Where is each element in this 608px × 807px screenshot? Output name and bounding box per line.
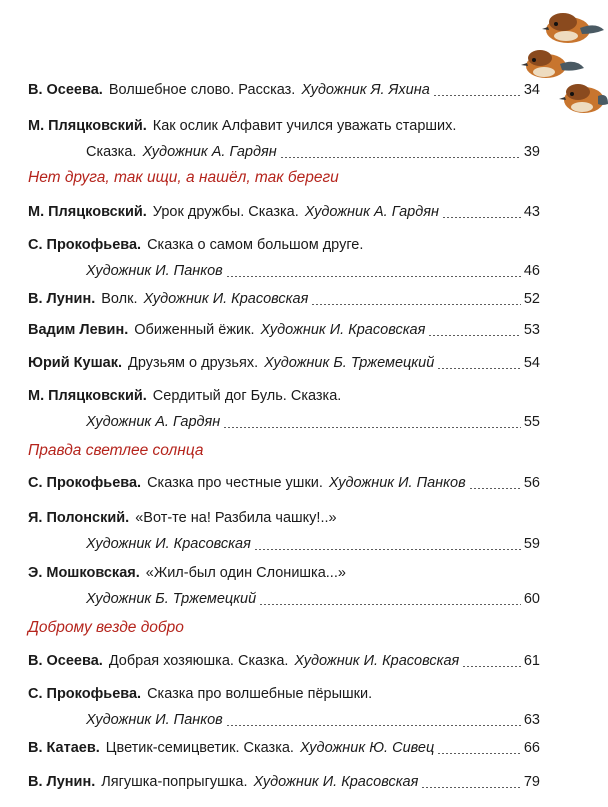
dot-leader bbox=[442, 217, 521, 218]
toc-artist: Художник И. Панков bbox=[86, 712, 223, 728]
toc-title: Как ослик Алфавит учился уважать старших. bbox=[152, 118, 457, 134]
dot-leader bbox=[462, 666, 521, 667]
section-heading: Правда светлее солнца bbox=[28, 442, 204, 459]
toc-page-number: 54 bbox=[523, 355, 540, 371]
toc-title: Лягушка-попрыгушка. bbox=[101, 774, 248, 790]
toc-entry[interactable] bbox=[28, 289, 540, 309]
toc-author: С. Прокофьева. bbox=[28, 475, 142, 491]
toc-page-number: 56 bbox=[523, 475, 540, 491]
toc-entry[interactable] bbox=[28, 116, 540, 162]
toc-artist: Художник Б. Тржемецкий bbox=[86, 591, 257, 607]
toc-author: В. Катаев. bbox=[28, 740, 100, 756]
toc-entry[interactable] bbox=[28, 684, 540, 730]
toc-page-number: 55 bbox=[523, 414, 540, 430]
dot-leader bbox=[437, 753, 521, 754]
dot-leader bbox=[428, 335, 521, 336]
toc-artist: Художник И. Панков bbox=[328, 475, 466, 491]
toc-artist: Художник И. Красовская bbox=[143, 291, 309, 307]
toc-author: Я. Полонский. bbox=[28, 510, 130, 526]
toc-artist: Художник И. Красовская bbox=[294, 653, 460, 669]
dot-leader bbox=[254, 549, 521, 550]
toc-page-number: 53 bbox=[523, 322, 540, 338]
toc-page-number: 63 bbox=[523, 712, 540, 728]
dot-leader bbox=[433, 95, 521, 96]
toc-artist: Художник И. Красовская bbox=[86, 536, 251, 552]
toc-artist: Художник А. Гардян bbox=[142, 144, 277, 160]
toc-title: Сказка о самом большом друге. bbox=[147, 237, 364, 253]
toc-entry[interactable] bbox=[28, 80, 540, 100]
toc-author: М. Пляцковский. bbox=[28, 204, 147, 220]
dot-leader bbox=[226, 276, 521, 277]
toc-entry[interactable] bbox=[28, 508, 540, 554]
section-heading: Нет друга, так ищи, а нашёл, так береги bbox=[28, 169, 339, 186]
toc-author: М. Пляцковский. bbox=[28, 388, 147, 404]
toc-page-number: 66 bbox=[523, 740, 540, 756]
toc-entry[interactable] bbox=[28, 651, 540, 671]
toc-author: В. Лунин. bbox=[28, 291, 96, 307]
toc-page-number: 39 bbox=[523, 144, 540, 160]
toc-author: Юрий Кушак. bbox=[28, 355, 123, 371]
toc-entry[interactable] bbox=[28, 353, 540, 373]
toc-entry[interactable] bbox=[28, 473, 540, 493]
toc-artist: Художник И. Панков bbox=[86, 263, 223, 279]
toc-page-number: 59 bbox=[523, 536, 540, 552]
toc-artist: Художник И. Красовская bbox=[260, 322, 426, 338]
toc-title: «Вот-те на! Разбила чашку!..» bbox=[135, 510, 337, 526]
toc-title-continued: Сказка. bbox=[86, 144, 137, 160]
toc-page-number: 60 bbox=[523, 591, 540, 607]
toc-page-number: 79 bbox=[523, 774, 540, 790]
toc-title: «Жил-был один Слонишка...» bbox=[145, 565, 346, 581]
toc-title: Сказка про честные ушки. bbox=[147, 475, 323, 491]
toc-artist: Художник Ю. Сивец bbox=[299, 740, 435, 756]
dot-leader bbox=[437, 368, 521, 369]
dot-leader bbox=[469, 488, 521, 489]
dot-leader bbox=[311, 304, 521, 305]
toc-entry[interactable] bbox=[28, 738, 540, 758]
toc-title: Урок дружбы. Сказка. bbox=[152, 204, 299, 220]
toc-title: Добрая хозяюшка. Сказка. bbox=[108, 653, 289, 669]
toc-artist: Художник А. Гардян bbox=[304, 204, 439, 220]
toc-artist: Художник Б. Тржемецкий bbox=[264, 355, 435, 371]
toc-author: Вадим Левин. bbox=[28, 322, 129, 338]
toc-title: Друзьям о друзьях. bbox=[128, 355, 259, 371]
bird-icon bbox=[521, 50, 584, 78]
toc-page-number: 52 bbox=[523, 291, 540, 307]
toc-entry[interactable] bbox=[28, 772, 540, 792]
toc-author: С. Прокофьева. bbox=[28, 237, 142, 253]
toc-artist: Художник Я. Яхина bbox=[301, 82, 430, 98]
dot-leader bbox=[280, 157, 521, 158]
toc-entry[interactable] bbox=[28, 386, 540, 432]
dot-leader bbox=[421, 787, 521, 788]
bird-icon bbox=[542, 13, 604, 43]
dot-leader bbox=[226, 725, 521, 726]
toc-title: Обиженный ёжик. bbox=[134, 322, 255, 338]
toc-author: Э. Мошковская. bbox=[28, 565, 140, 581]
toc-author: В. Осеева. bbox=[28, 82, 103, 98]
toc-author: В. Лунин. bbox=[28, 774, 96, 790]
toc-author: В. Осеева. bbox=[28, 653, 103, 669]
toc-author: М. Пляцковский. bbox=[28, 118, 147, 134]
toc-entry[interactable] bbox=[28, 320, 540, 340]
dot-leader bbox=[223, 427, 521, 428]
dot-leader bbox=[259, 604, 521, 605]
toc-title: Сердитый дог Буль. Сказка. bbox=[152, 388, 342, 404]
toc-author: С. Прокофьева. bbox=[28, 686, 142, 702]
toc-entry[interactable] bbox=[28, 202, 540, 222]
toc-title: Волшебное слово. Рассказ. bbox=[108, 82, 296, 98]
toc-page-number: 34 bbox=[523, 82, 540, 98]
toc-entry[interactable] bbox=[28, 235, 540, 281]
toc-title: Сказка про волшебные пёрышки. bbox=[147, 686, 373, 702]
toc-artist: Художник И. Красовская bbox=[253, 774, 419, 790]
toc-title: Цветик-семицветик. Сказка. bbox=[105, 740, 294, 756]
toc-page-number: 43 bbox=[523, 204, 540, 220]
birds-illustration bbox=[518, 0, 608, 130]
toc-page-number: 46 bbox=[523, 263, 540, 279]
toc-entry[interactable] bbox=[28, 563, 540, 609]
section-heading: Доброму везде добро bbox=[28, 619, 184, 636]
toc-page-number: 61 bbox=[523, 653, 540, 669]
toc-title: Волк. bbox=[101, 291, 138, 307]
toc-artist: Художник А. Гардян bbox=[86, 414, 221, 430]
bird-icon bbox=[559, 84, 608, 113]
